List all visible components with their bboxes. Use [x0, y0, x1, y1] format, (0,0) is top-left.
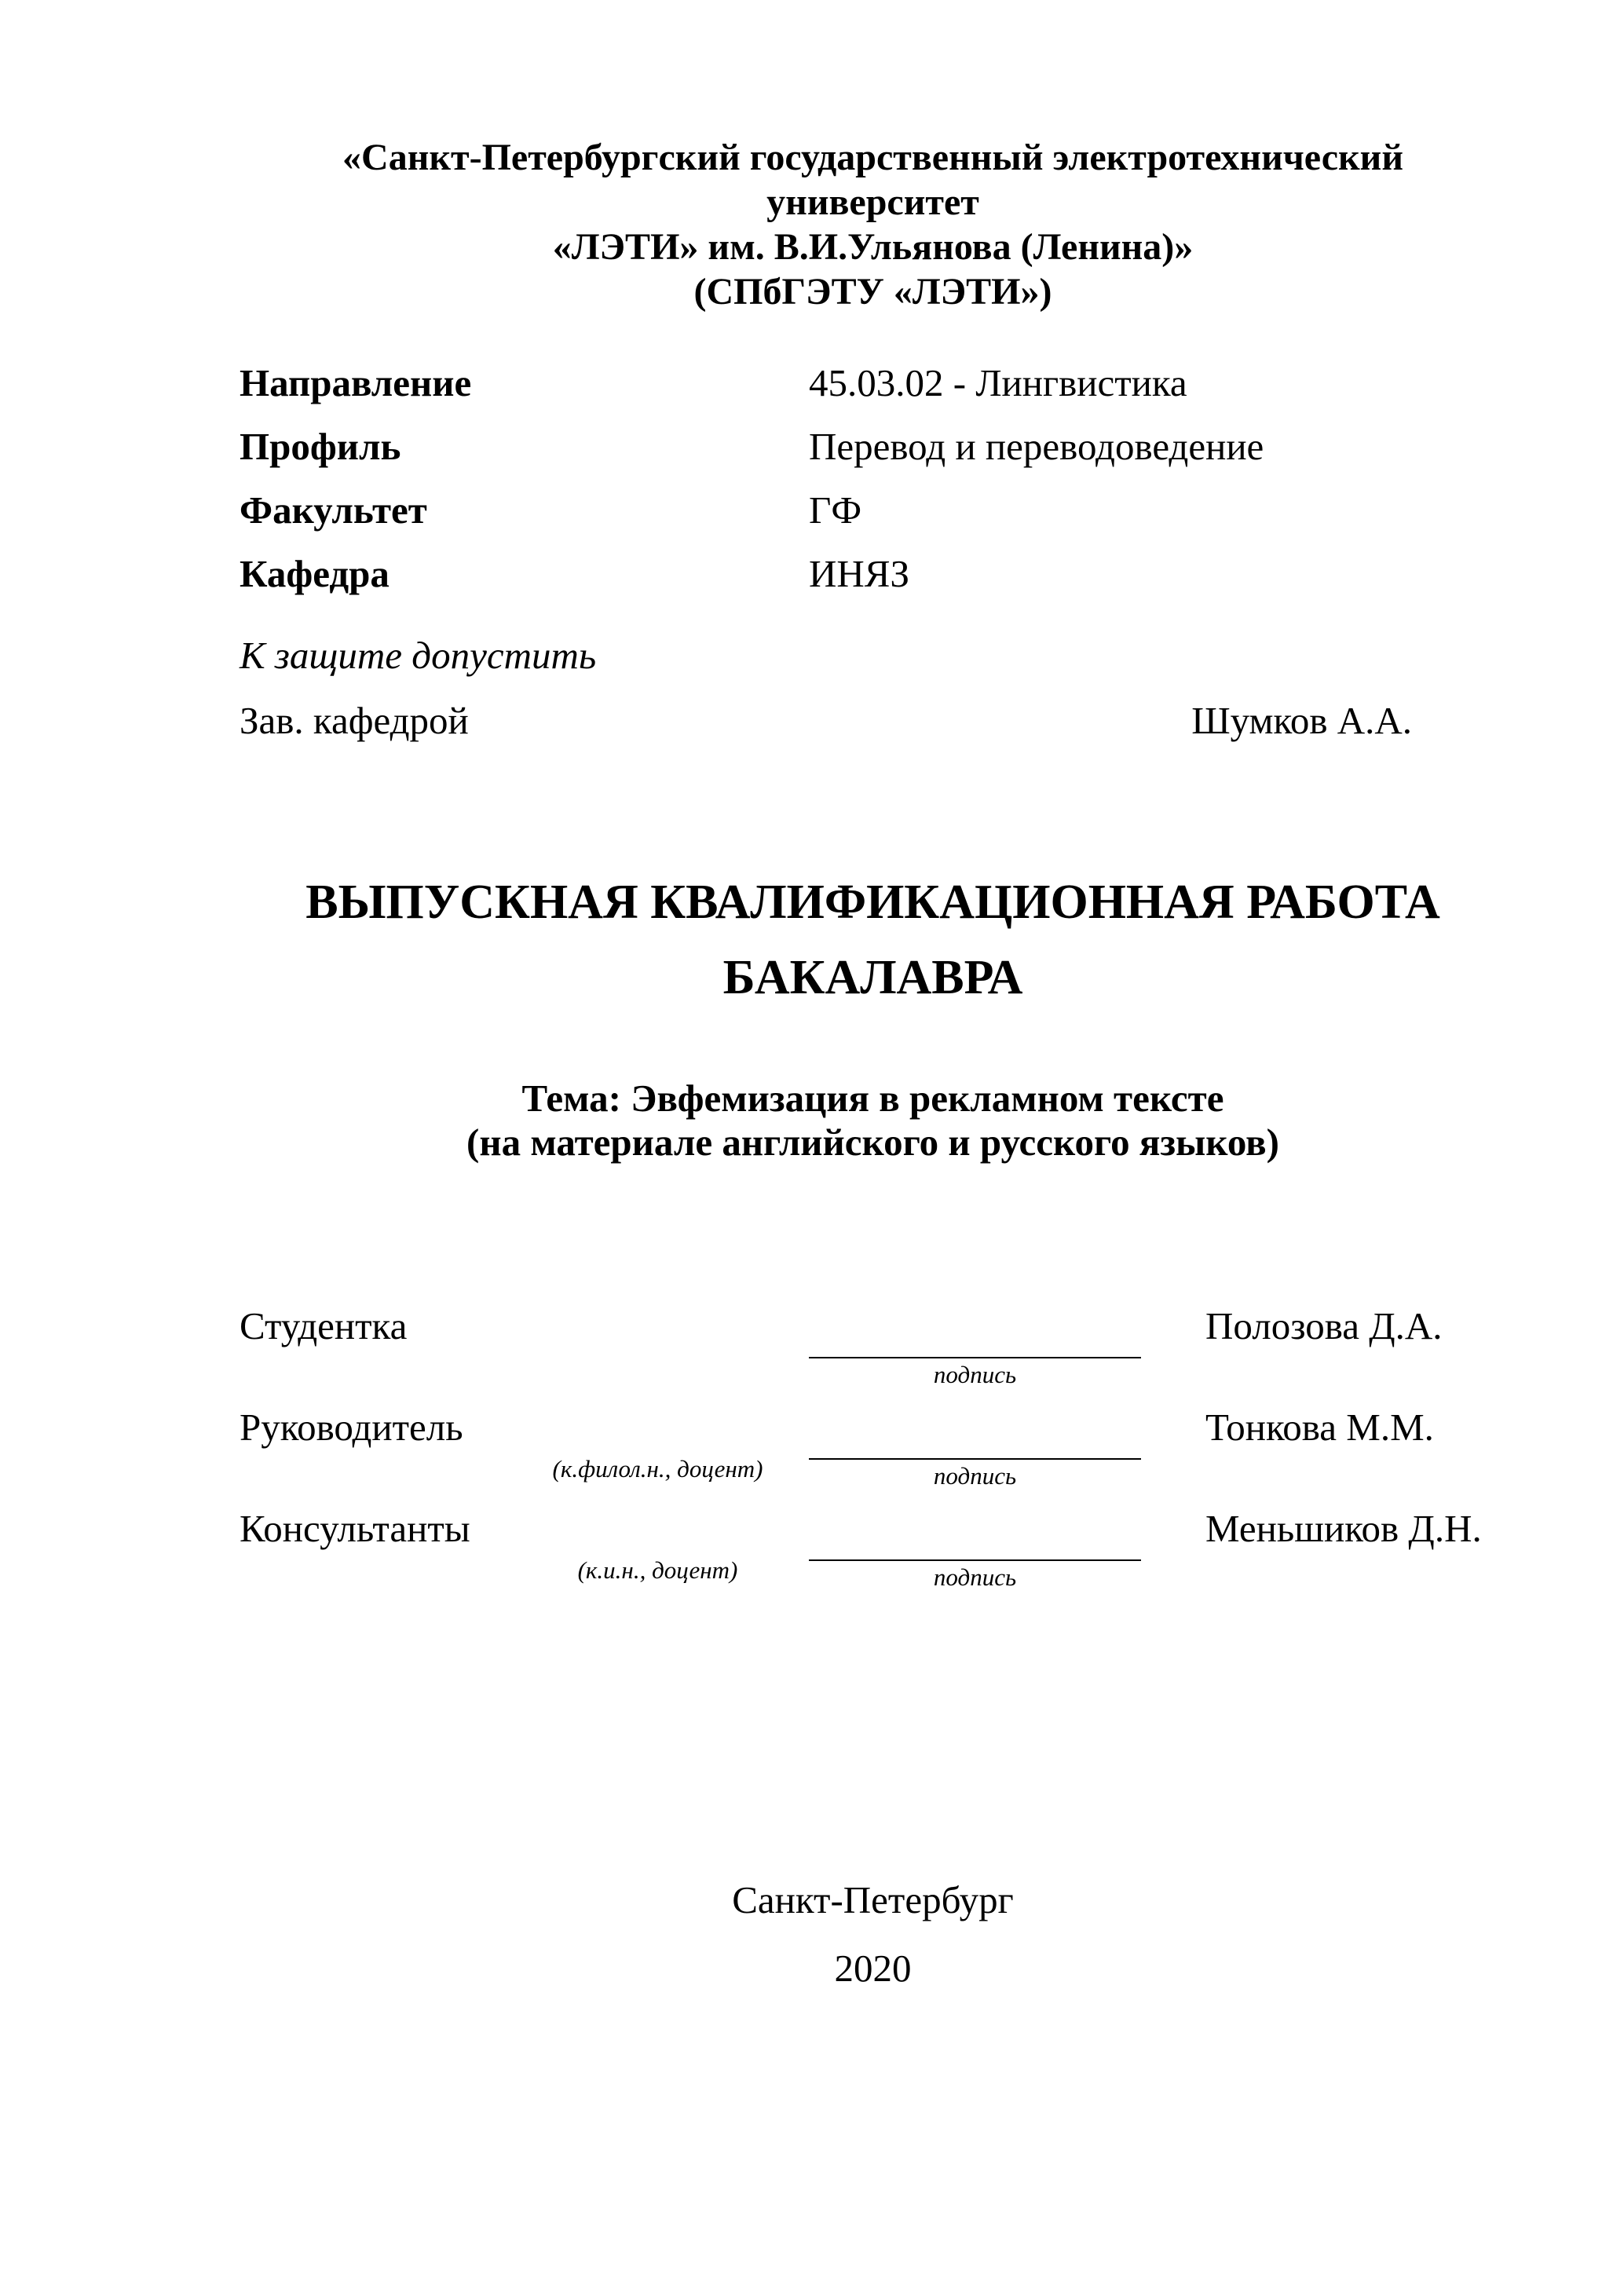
- signature-role-cell: [240, 1406, 809, 1490]
- info-row-faculty: [240, 488, 1506, 532]
- signature-role-consultant: Консультанты: [240, 1507, 470, 1550]
- info-row-direction: [240, 361, 1506, 405]
- signature-role-cell: [240, 1507, 809, 1591]
- signature-block: [240, 1304, 1506, 1591]
- signature-line-cell: [809, 1304, 1141, 1388]
- department-head-label: Зав. кафедрой: [240, 699, 469, 742]
- info-row-department: [240, 552, 1506, 596]
- signature-role-supervisor: Руководитель: [240, 1406, 463, 1449]
- document-footer: [240, 1878, 1506, 1991]
- thesis-title: [240, 865, 1506, 1015]
- signature-role-student: Студентка: [240, 1304, 408, 1347]
- signature-qualification-supervisor: (к.филол.н., доцент): [552, 1455, 763, 1483]
- info-value-faculty: ГФ: [809, 488, 862, 532]
- info-label-profile: Профиль: [240, 425, 401, 468]
- thesis-topic: [240, 1077, 1506, 1164]
- signature-name-consultant: Меньшиков Д.Н.: [1205, 1507, 1482, 1550]
- info-row-profile: [240, 425, 1506, 469]
- thesis-topic-line2: (на материале английского и русского языков): [466, 1121, 1279, 1164]
- thesis-title-line1: ВЫПУСКНАЯ КВАЛИФИКАЦИОННАЯ РАБОТА: [305, 876, 1440, 929]
- department-head-name: Шумков А.А.: [1191, 699, 1412, 742]
- info-label-department: Кафедра: [240, 552, 390, 595]
- signature-role-cell: [240, 1304, 809, 1388]
- signature-row-student: [240, 1304, 1506, 1388]
- info-value-profile: Перевод и переводоведение: [809, 425, 1264, 468]
- university-name-line2: «ЛЭТИ» им. В.И.Ульянова (Ленина)»: [552, 226, 1194, 268]
- university-name-line3: (СПбГЭТУ «ЛЭТИ»): [693, 271, 1052, 313]
- footer-city: Санкт-Петербург: [732, 1878, 1014, 1921]
- department-head-row: [240, 699, 1506, 743]
- signature-qualification-student: [240, 1355, 809, 1381]
- signature-line-cell: [809, 1507, 1141, 1591]
- thesis-topic-line1: Тема: Эвфемизация в рекламном тексте: [521, 1077, 1224, 1120]
- signature-caption: подпись: [933, 1563, 1017, 1591]
- signature-name-supervisor: Тонкова М.М.: [1205, 1406, 1434, 1449]
- info-label-faculty: Факультет: [240, 488, 427, 532]
- approval-section: [240, 634, 1506, 743]
- program-info-table: [240, 361, 1506, 596]
- signature-line-cell: [809, 1406, 1141, 1490]
- signature-line: [809, 1406, 1141, 1460]
- university-name-line1: «Санкт-Петербургский государственный электротехнический университет: [342, 137, 1403, 223]
- signature-caption: подпись: [933, 1361, 1017, 1388]
- info-value-direction: 45.03.02 - Лингвистика: [809, 361, 1187, 404]
- footer-year: 2020: [834, 1947, 912, 1990]
- signature-line: [809, 1507, 1141, 1561]
- university-header: [240, 135, 1506, 314]
- signature-qualification-consultant: (к.и.н., доцент): [577, 1556, 738, 1584]
- thesis-title-line2: БАКАЛАВРА: [722, 951, 1023, 1004]
- signature-caption: подпись: [933, 1462, 1017, 1490]
- signature-row-consultant: [240, 1507, 1506, 1591]
- signature-row-supervisor: [240, 1406, 1506, 1490]
- info-label-direction: Направление: [240, 361, 472, 404]
- signature-name-student: Полозова Д.А.: [1205, 1304, 1443, 1347]
- signature-line: [809, 1304, 1141, 1358]
- info-value-department: ИНЯЗ: [809, 552, 910, 595]
- defense-permit-line: К защите допустить: [240, 634, 597, 677]
